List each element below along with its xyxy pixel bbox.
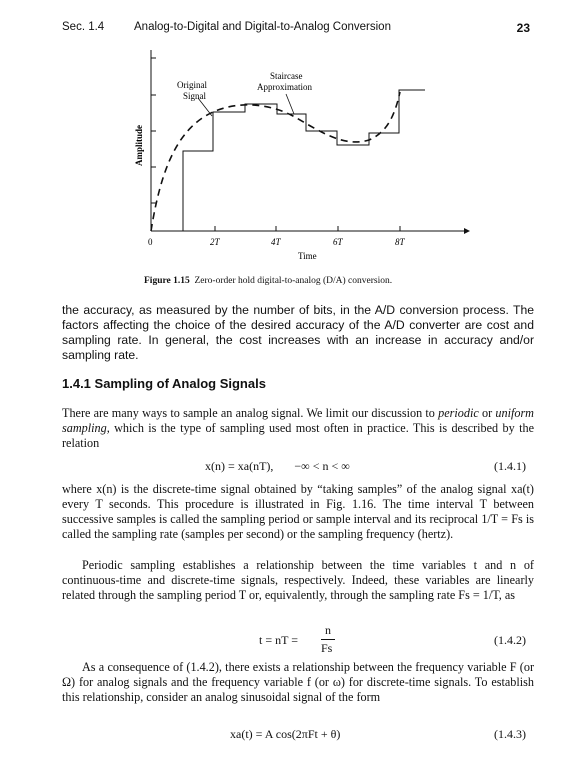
equation-lhs: t = nT = xyxy=(259,633,298,647)
equation-1-4-1: x(n) = xa(nT), −∞ < n < ∞ xyxy=(205,459,350,473)
figure-caption xyxy=(144,276,392,286)
caption-text: Zero-order hold digital-to-analog (D/A) conversion. xyxy=(194,276,393,286)
page-number: 23 xyxy=(516,21,530,35)
x-axis-arrow xyxy=(464,228,470,234)
tick-0: 0 xyxy=(148,237,153,247)
tick-4t: 4T xyxy=(271,237,281,247)
chapter-title: Analog-to-Digital and Digital-to-Analog Conversion xyxy=(134,21,391,33)
section-heading: 1.4.1 Sampling of Analog Signals xyxy=(62,376,266,391)
paragraph-sampling-intro: There are many ways to sample an analog signal. We limit our discussion to periodic or uniform sampling, which is the type of sampling used most often in practice. This is described by the relation xyxy=(62,406,534,450)
label-approximation: Approximation xyxy=(257,82,312,92)
label-staircase: Staircase xyxy=(270,71,303,81)
fraction-numerator: n xyxy=(325,623,331,637)
original-signal xyxy=(151,92,400,231)
staircase-approximation xyxy=(183,90,425,231)
equation-number-1-4-1: (1.4.1) xyxy=(494,459,526,473)
staircase-pointer xyxy=(286,94,294,114)
equation-1-4-3: xa(t) = A cos(2πFt + θ) xyxy=(230,727,341,741)
paragraph-frequency-relationship: As a consequence of (1.4.2), there exists a relationship between the frequency variable F (or Ω) for analog signals and the frequency variable f (or ω) for discrete-time signals. To establish this relationship, consider an analog sinusoidal signal of the form xyxy=(62,660,534,704)
tick-2t: 2T xyxy=(210,237,220,247)
section-label: Sec. 1.4 xyxy=(62,21,105,33)
label-original: Original xyxy=(177,80,207,90)
paragraph-accuracy: the accuracy, as measured by the number of bits, in the A/D conversion process. The factors affecting the choice of the desired accuracy of the A/D converter are cost and sampling rate. In general, the cost increases with an increase in accuracy and/or sampling rate. xyxy=(62,303,534,362)
y-axis-label: Amplitude xyxy=(134,124,144,166)
equation-number-1-4-2: (1.4.2) xyxy=(494,633,526,647)
fraction-denominator: Fs xyxy=(321,641,333,655)
tick-8t: 8T xyxy=(395,237,405,247)
x-axis-label: Time xyxy=(298,251,317,261)
caption-label: Figure 1.15 xyxy=(144,276,190,286)
tick-6t: 6T xyxy=(333,237,343,247)
figure-zero-order-hold xyxy=(128,48,478,273)
paragraph-sampling-period: where x(n) is the discrete-time signal obtained by “taking samples” of the analog signal xa(t) every T seconds. This procedure is illustrated in Fig. 1.16. The time interval T between successive samples is called the sampling period or sample interval and its reciprocal 1/T = Fs is called the sampling rate (samples per second) or the sampling frequency (hertz). xyxy=(62,482,534,541)
label-signal: Signal xyxy=(183,91,207,101)
equation-number-1-4-3: (1.4.3) xyxy=(494,727,526,741)
fraction-bar xyxy=(321,639,335,640)
paragraph-periodic-sampling: Periodic sampling establishes a relationship between the time variables t and n of continuous-time and discrete-time signals, respectively. Indeed, these variables are linearly related through the sampling period T or, equivalently, through the sampling rate Fs = 1/T, as xyxy=(62,558,534,602)
